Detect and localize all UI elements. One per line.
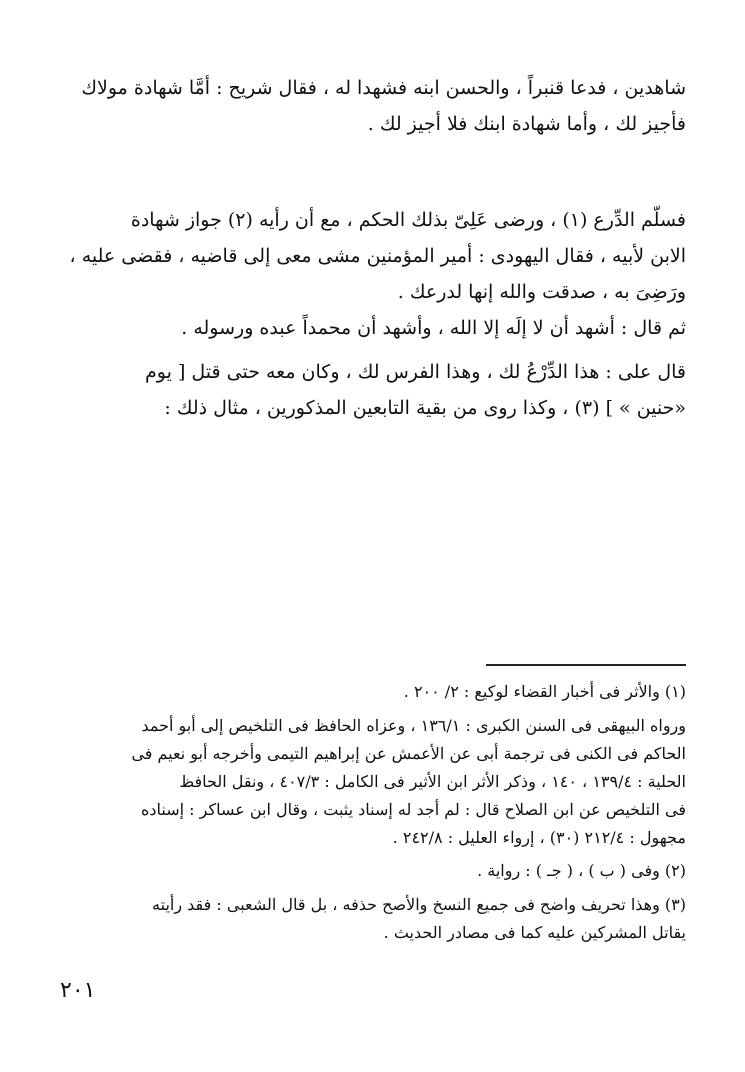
footnote-separator xyxy=(486,664,686,666)
footnote-line: ورواه البيهقى فى السنن الكبرى : ١٣٦/١ ، وعزاه الحافظ فى التلخيص إلى أبو أحمد xyxy=(141,716,686,735)
footnote-line: (٢) وفى ( ب ) ، ( جـ ) : رواية . xyxy=(477,861,686,880)
paragraph-4 xyxy=(58,354,686,426)
text-line: ثم قال : أشهد أن لا إلَه إلا الله ، وأشهد أن محمداً عبده ورسوله . xyxy=(181,317,686,339)
footnote-1 xyxy=(58,678,686,706)
footnote-line: الحاكم فى الكنى فى ترجمة أبى عن الأعمش عن إبراهيم التيمى وأخرجه أبو نعيم فى xyxy=(131,744,686,763)
text-line: قال على : هذا الدِّرْعُ لك ، وهذا الفرس لك ، وكان معه حتى قتل [ يوم xyxy=(145,361,686,383)
paragraph-1 xyxy=(58,70,686,142)
text-line: ورَضِىَ به ، صدقت والله إنها لدرعك . xyxy=(397,281,686,303)
footnote-line: (١) والأثر فى أخبار القضاء لوكيع : ٢/ ٢٠٠ . xyxy=(403,682,686,701)
text-line: فسلّم الدِّرع (١) ، ورضى عَلِىّ بذلك الحكم ، مع أن رأيه (٢) جواز شهادة xyxy=(130,209,686,231)
text-line: شاهدين ، فدعا قنبراً ، والحسن ابنه فشهدا له ، فقال شريح : أمَّا شهادة مولاك xyxy=(81,77,686,99)
footnote-3 xyxy=(58,891,686,947)
footnote-line: يقاتل المشركين عليه كما فى مصادر الحديث . xyxy=(383,923,686,942)
footnote-line: (٣) وهذا تحريف واضح فى جميع النسخ والأصح حذفه ، بل قال الشعبى : فقد رأيته xyxy=(152,895,686,914)
paragraph-3 xyxy=(58,310,686,346)
text-line: «حنين » ] (٣) ، وكذا روى من بقية التابعين المذكورين ، مثال ذلك : xyxy=(164,397,686,419)
footnote-line: فى التلخيص عن ابن الصلاح قال : لم أجد له إسناد يثبت ، وقال ابن عساكر : إسناده xyxy=(141,800,686,819)
paragraph-2 xyxy=(58,202,686,310)
text-line: فأجيز لك ، وأما شهادة ابنك فلا أجيز لك . xyxy=(367,113,686,135)
footnote-line: مجهول : ٢١٢/٤ (٣٠) ، إرواء العليل : ٢٤٢/٨ . xyxy=(392,828,686,847)
page-number: ٢٠١ xyxy=(60,978,96,1003)
footnote-line: الحلية : ١٣٩/٤ ، ١٤٠ ، وذكر الأثر ابن الأثير فى الكامل : ٤٠٧/٣ ، ونقل الحافظ xyxy=(179,772,686,791)
footnote-1-continuation xyxy=(58,712,686,852)
text-line: الابن لأبيه ، فقال اليهودى : أمير المؤمنين مشى معى إلى قاضيه ، فقضى عليه ، xyxy=(69,245,686,267)
footnote-2 xyxy=(58,857,686,885)
book-page xyxy=(58,60,686,1060)
